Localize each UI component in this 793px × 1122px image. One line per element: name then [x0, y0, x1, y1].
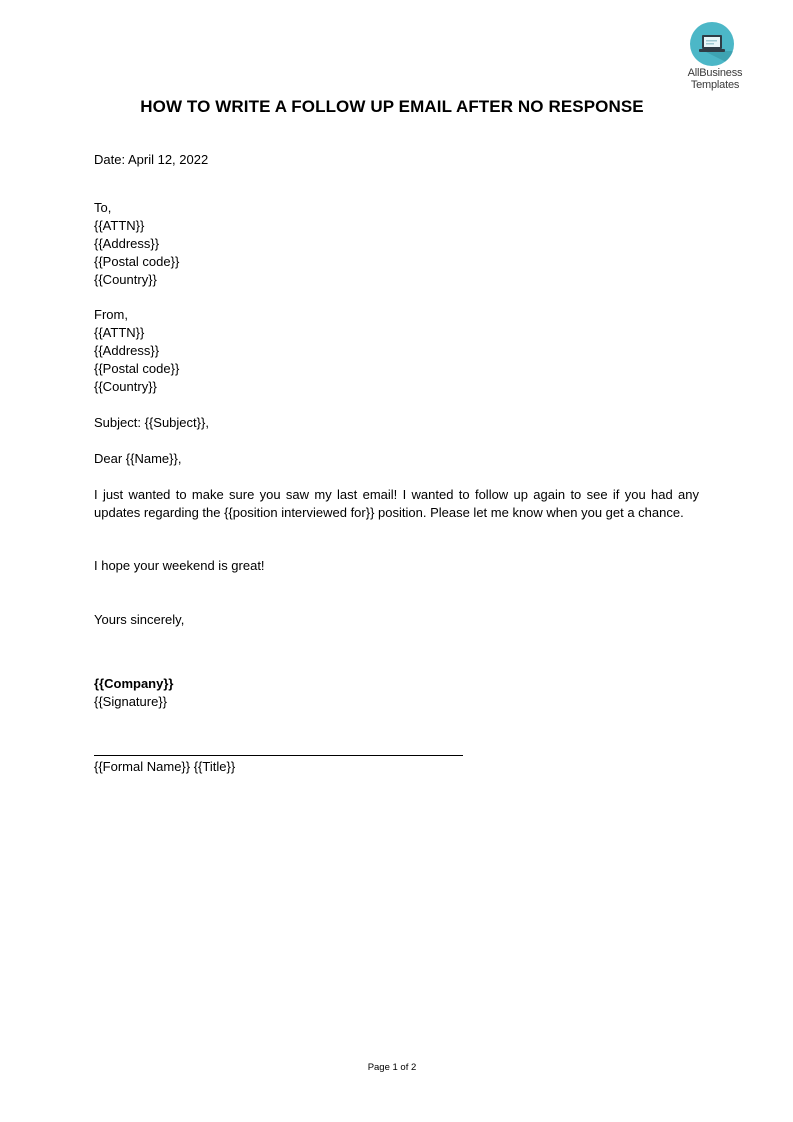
closing: Yours sincerely,: [94, 612, 185, 627]
to-country: {{Country}}: [94, 272, 157, 287]
page-number: Page 1 of 2: [367, 1062, 417, 1073]
body-paragraph-2: I hope your weekend is great!: [94, 558, 265, 573]
laptop-icon: [690, 22, 734, 66]
to-postal-code: {{Postal code}}: [94, 254, 180, 269]
formal-name-title: {{Formal Name}} {{Title}}: [94, 759, 236, 774]
logo-text-line2: Templates: [690, 79, 740, 91]
signature-line: [94, 755, 463, 756]
from-postal-code: {{Postal code}}: [94, 361, 180, 376]
page-title: HOW TO WRITE A FOLLOW UP EMAIL AFTER NO RESPONSE: [140, 97, 644, 116]
from-country: {{Country}}: [94, 379, 157, 394]
date-line: Date: April 12, 2022: [94, 152, 209, 167]
subject-line: Subject: {{Subject}},: [94, 415, 209, 430]
from-heading: From,: [94, 307, 128, 322]
to-attn: {{ATTN}}: [94, 218, 145, 233]
to-address: {{Address}}: [94, 236, 160, 251]
company-name: {{Company}}: [94, 676, 174, 691]
from-attn: {{ATTN}}: [94, 325, 145, 340]
to-heading: To,: [94, 200, 112, 215]
from-address: {{Address}}: [94, 343, 160, 358]
signature-placeholder: {{Signature}}: [94, 694, 168, 709]
logo: [680, 22, 750, 94]
logo-text-line1: AllBusiness: [687, 67, 743, 79]
greeting: Dear {{Name}},: [94, 451, 182, 466]
body-paragraph-1: I just wanted to make sure you saw my last email! I wanted to follow up again to see if you had any updates regarding the {{position interviewed for}} position. Please let me know when you get a chance.: [94, 487, 699, 520]
